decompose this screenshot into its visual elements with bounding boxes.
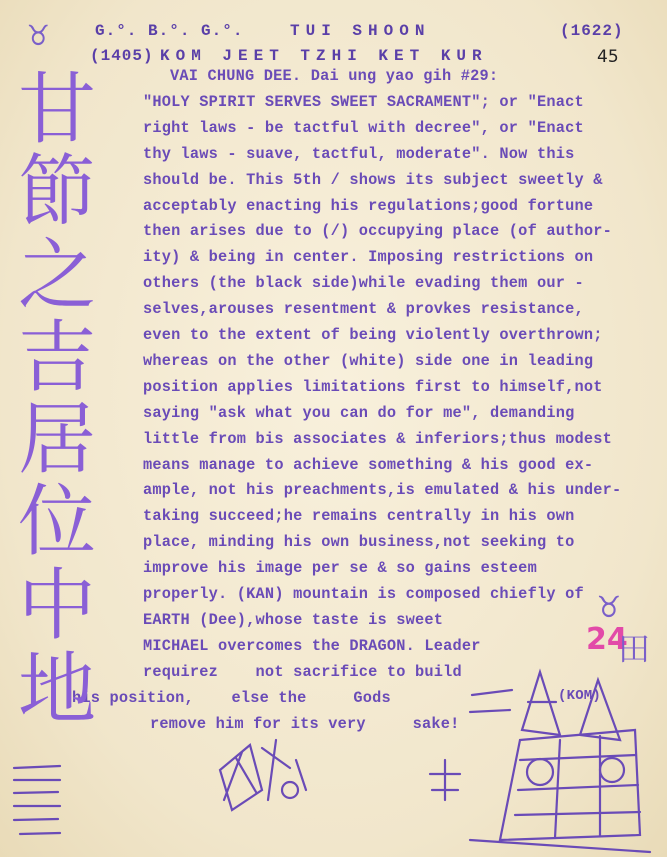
- body-line: thy laws - suave, tactful, moderate". Now this: [143, 144, 575, 163]
- body-line: others (the black side)while evading them our -: [143, 274, 584, 293]
- cjk-character: 位: [18, 477, 97, 567]
- kom-label: (KOM): [558, 688, 602, 704]
- cjk-character: 之: [18, 231, 97, 321]
- body-line: saying "ask what you can do for me", demanding: [143, 403, 575, 422]
- cjk-character: 節: [18, 147, 97, 237]
- body-line: VAI CHUNG DEE. Dai ung yao gih #29:: [170, 67, 499, 85]
- body-line: should be. This 5th / shows its subject sweetly &: [143, 170, 603, 189]
- body-line: ity) & being in center. Imposing restrictions on: [143, 248, 594, 267]
- body-line: remove him for its very sake!: [150, 714, 460, 733]
- body-line: little from bis associates & inferiors;thus modest: [143, 429, 612, 448]
- margin-character: 田: [618, 630, 651, 668]
- cross-mark: [430, 760, 460, 800]
- taurus-symbol-icon: ♉: [28, 18, 49, 56]
- body-line: properly. (KAN) mountain is composed chiefly of: [143, 585, 584, 603]
- taurus-symbol-right-icon: ♉: [598, 587, 620, 628]
- page-title: TUI SHOON: [290, 22, 431, 40]
- left-dash-marks: [14, 766, 60, 834]
- cjk-character: 中: [18, 561, 97, 651]
- body-line: even to the extent of being violently overthrown;: [143, 326, 603, 344]
- body-line: improve his image per se & so gains esteem: [143, 559, 537, 578]
- cjk-character: 地: [18, 645, 97, 735]
- header-number: (1405): [90, 47, 154, 65]
- body-line: acceptably enacting his regulations;good fortune: [143, 196, 594, 215]
- header-subtitle: KOM JEET TZHI KET KUR: [160, 47, 488, 65]
- body-line: selves,arouses resentment & provkes resistance,: [143, 300, 584, 319]
- body-line: right laws - be tactful with decree", or "Enact: [143, 118, 584, 137]
- pink-number: 24: [586, 622, 628, 657]
- body-line: EARTH (Dee),whose taste is sweet: [143, 610, 444, 629]
- body-line: taking succeed;he remains centrally in his own: [143, 507, 575, 526]
- body-line: place, minding his own business,not seeking to: [143, 533, 575, 552]
- header-year: (1622): [560, 22, 624, 40]
- temple-drawing: [470, 672, 650, 852]
- body-line: requirez not sacrifice to build: [143, 662, 462, 681]
- body-line: then arises due to (/) occupying place (of author-: [143, 222, 612, 241]
- body-line: his position, else the Gods: [72, 688, 391, 707]
- body-line: means manage to achieve something & his good ex-: [143, 455, 594, 474]
- body-line: ample, not his preachments,is emulated & his under-: [143, 481, 622, 500]
- header-initials: G.°. B.°. G.°.: [95, 22, 244, 40]
- body-line: whereas on the other (white) side one in leading: [143, 351, 594, 370]
- cjk-character: 居: [18, 395, 97, 485]
- handwritten-page-number: 45: [597, 47, 619, 67]
- cjk-character: 甘: [18, 65, 97, 155]
- body-line: position applies limitations first to himself,not: [143, 377, 603, 396]
- cjk-character: 吉: [18, 313, 97, 403]
- body-line: MICHAEL overcomes the DRAGON. Leader: [143, 636, 481, 655]
- central-scribble: [220, 740, 306, 810]
- body-line: "HOLY SPIRIT SERVES SWEET SACRAMENT"; or "Enact: [143, 92, 584, 111]
